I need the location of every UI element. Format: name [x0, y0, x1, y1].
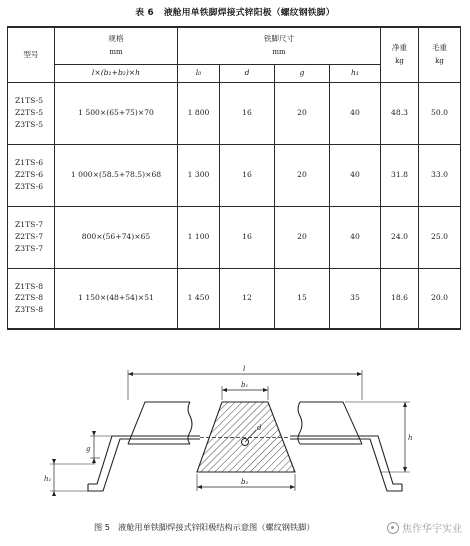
header-net-weight: 净重 kg [381, 27, 419, 82]
cell-spec: 1 150×(48+54)×51 [55, 268, 178, 329]
anode-body-left [128, 402, 190, 444]
cell-g: 15 [275, 268, 330, 329]
cell-h1: 40 [330, 82, 381, 144]
cell-g: 20 [275, 144, 330, 206]
cell-gross: 25.0 [419, 206, 461, 268]
header-model: 型号 [8, 27, 55, 82]
label-h: h [408, 434, 413, 442]
cell-gross: 20.0 [419, 268, 461, 329]
cell-gross: 33.0 [419, 144, 461, 206]
cell-model: Z1TS-6 Z2TS-6 Z3TS-6 [8, 144, 55, 206]
header-leg-size: 铁脚尺寸 mm [178, 27, 381, 64]
figure-caption-text: 液舱用单铁脚焊接式锌阳极结构示意图（螺纹钢铁脚） [118, 522, 315, 532]
header-g: g [275, 64, 330, 82]
spec-table [7, 26, 461, 330]
cell-h1: 35 [330, 268, 381, 329]
cell-model: Z1TS-7 Z2TS-7 Z3TS-7 [8, 206, 55, 268]
cell-d: 16 [220, 144, 275, 206]
cell-d: 16 [220, 206, 275, 268]
cell-d: 16 [220, 82, 275, 144]
anode-structure-diagram [0, 354, 470, 514]
steel-leg-right [290, 439, 402, 491]
watermark-text: 焦作华宇实业 [402, 524, 462, 535]
anode-cross-section [197, 402, 295, 472]
watermark [387, 520, 462, 535]
anode-body-right [300, 402, 362, 444]
cell-gross: 50.0 [419, 82, 461, 144]
header-gross-weight: 毛重 kg [419, 27, 461, 82]
table-row [8, 206, 461, 268]
cell-h1: 40 [330, 144, 381, 206]
header-spec-formula: l×(b₁+b₂)×h [55, 64, 178, 82]
cell-h1: 40 [330, 206, 381, 268]
table-row [8, 82, 461, 144]
header-spec: 规格 mm [55, 27, 178, 64]
cell-net: 18.6 [381, 268, 419, 329]
header-h1: h₁ [330, 64, 381, 82]
table-title-text: 液舱用单铁脚焊接式锌阳极（螺纹钢铁脚） [163, 8, 335, 18]
cell-l0: 1 450 [178, 268, 220, 329]
cell-d: 12 [220, 268, 275, 329]
cell-net: 48.3 [381, 82, 419, 144]
header-d: d [220, 64, 275, 82]
figure-number: 图 5 [94, 522, 110, 532]
cell-l0: 1 800 [178, 82, 220, 144]
cell-spec: 800×(56+74)×65 [55, 206, 178, 268]
table-title [0, 5, 470, 18]
watermark-logo-icon [387, 522, 399, 534]
header-l0: l₀ [178, 64, 220, 82]
cell-model: Z1TS-5 Z2TS-5 Z3TS-5 [8, 82, 55, 144]
cell-spec: 1 000×(58.5+78.5)×68 [55, 144, 178, 206]
cell-l0: 1 300 [178, 144, 220, 206]
table-row [8, 144, 461, 206]
figure-caption [94, 522, 315, 533]
table-number: 表 6 [135, 8, 154, 18]
label-l: l [243, 365, 246, 373]
label-h1: h₁ [44, 475, 52, 483]
steel-leg-left [88, 439, 200, 491]
label-b2: b₂ [241, 478, 249, 486]
label-b1: b₁ [241, 381, 249, 389]
cell-model: Z1TS-8 Z2TS-8 Z3TS-8 [8, 268, 55, 329]
cell-g: 20 [275, 82, 330, 144]
cell-g: 20 [275, 206, 330, 268]
cell-net: 31.8 [381, 144, 419, 206]
cell-spec: 1 500×(65+75)×70 [55, 82, 178, 144]
label-d: d [257, 424, 262, 432]
cell-l0: 1 100 [178, 206, 220, 268]
table-row [8, 268, 461, 329]
label-g: g [86, 445, 91, 453]
cell-net: 24.0 [381, 206, 419, 268]
